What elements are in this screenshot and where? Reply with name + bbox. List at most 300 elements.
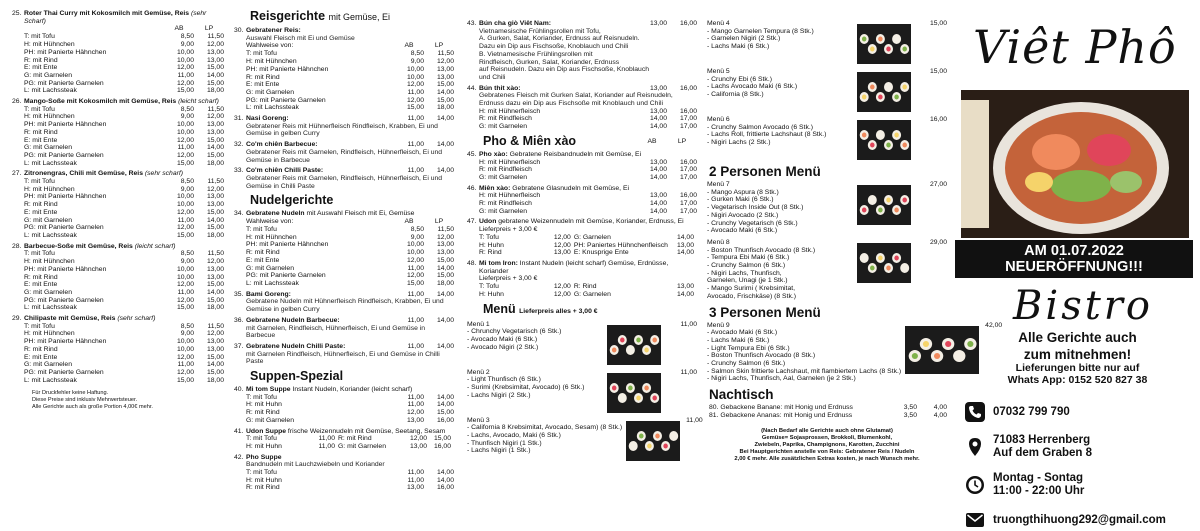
dish-title: Barbecue-Soße mit Gemüse, Reis <box>24 242 133 250</box>
dish-header <box>467 20 697 28</box>
contact-phone[interactable] <box>965 402 1200 422</box>
option-price-lp: 13,00 <box>436 249 454 257</box>
option-price-ab: 10,00 <box>176 265 194 273</box>
menu-item: - California (8 Stk.) <box>707 91 764 99</box>
grid-cell: H: mit Huhn <box>246 442 282 450</box>
info-note: Gemüse= Sojasprossen, Brokkoli, Blumenkohl, <box>761 434 893 441</box>
menu-item: - Mango Garnelen Tempura (8 Stk.) <box>707 27 814 35</box>
option-price-ab: 11,00 <box>407 476 424 484</box>
dish-header <box>234 210 454 218</box>
option-price-ab: 8,50 <box>180 250 194 258</box>
menu-item: - Surimi (Krebsimitat, Avocado) (6 Stk.) <box>467 383 585 391</box>
option-price-lp: 11,50 <box>207 178 224 186</box>
column-curry <box>12 0 224 531</box>
option-price-ab: 10,00 <box>176 338 194 346</box>
option-price-ab: 14,00 <box>649 200 667 208</box>
menu-set <box>707 321 1003 384</box>
price-row <box>12 106 224 114</box>
dish-prices <box>394 343 454 351</box>
option-price-ab: 10,00 <box>176 201 194 209</box>
brand-logo: Viêt Phô <box>973 20 1177 74</box>
dish-item <box>467 218 697 257</box>
option-price-ab: 9,00 <box>410 233 424 241</box>
option-price-lp: 13,00 <box>206 121 224 129</box>
dish-description: gebratene Weizennudeln mit Gemüse, Koriander, Erdnuss, Ei <box>498 218 684 226</box>
option-price-ab: 15,00 <box>406 104 424 112</box>
option-price-ab: 10,00 <box>176 121 194 129</box>
grid-cell: 14,00 <box>676 233 694 241</box>
dish-item <box>234 291 454 314</box>
dish-name <box>24 243 224 251</box>
dish-header <box>234 317 454 325</box>
option-price-lp: 14,00 <box>206 216 224 224</box>
price-row <box>12 80 224 88</box>
option-price-ab: 14,00 <box>649 173 667 181</box>
option-price-lp: 17,00 <box>679 123 697 131</box>
option-price-lp: 15,00 <box>436 256 454 264</box>
option-price-ab: 11,00 <box>407 393 424 401</box>
menu-price: 15,00 <box>929 68 947 75</box>
option-price-ab: 13,00 <box>406 416 424 424</box>
dish-title: Zitronengras, Chili mit Gemüse, Reis <box>24 170 143 178</box>
dish-number: 31. <box>234 115 244 123</box>
grid-cell: 12,00 <box>553 241 571 249</box>
price-row <box>467 166 697 174</box>
option-price-lp: 14,00 <box>436 264 454 272</box>
info-note: Bei Hauptgerichten anstelle von Reis: Gebratener Reis / Nudeln <box>739 448 915 455</box>
menu-contents <box>707 181 853 235</box>
sushi-image <box>607 325 661 365</box>
dish-number: 48. <box>467 259 477 267</box>
phone-number: 07032 799 790 <box>993 405 1070 418</box>
menu-item: - Lachs, Avocado, Maki (6 Stk.) <box>467 431 561 439</box>
dish-header <box>12 315 224 323</box>
menu-item: - Crunchy Salmon Avocado (6 Stk.) <box>707 123 814 131</box>
option-price-ab: 11,00 <box>407 401 424 409</box>
dish-item <box>234 210 454 287</box>
price-row <box>12 377 224 385</box>
dish-header <box>234 291 454 299</box>
menu-item: - Chrunchy Vegetarisch (6 Stk.) <box>467 328 562 336</box>
option-label: H: mit Hühnerfleisch <box>479 158 541 166</box>
option-price-lp: 17,00 <box>679 207 697 215</box>
menu-set <box>707 20 947 64</box>
option-price-ab: 11,00 <box>177 361 194 369</box>
dish-number: 27. <box>12 170 22 178</box>
price-row <box>12 49 224 57</box>
grid-cell: 11,00 <box>318 435 335 443</box>
two-person-title: 2 Personen Menü <box>709 164 821 179</box>
price-ab: 11,00 <box>407 115 424 123</box>
option-price-ab: 15,00 <box>176 304 194 312</box>
price-row <box>12 129 224 137</box>
option-label: H: mit Huhn <box>246 401 282 409</box>
price-row <box>467 192 697 200</box>
bistro-title: Bistro <box>1013 283 1153 329</box>
menu-item: Garnelen, Unagi (je 1 Stk.) <box>707 277 788 285</box>
menu-item: - Nigiri Lachs (2 Stk.) <box>707 139 771 147</box>
option-label: G: mit Garnelen <box>24 216 72 224</box>
email-address: truongthihuong292@gmail.com <box>993 513 1166 526</box>
option-price-ab: 10,00 <box>406 65 424 73</box>
price-row <box>467 123 697 131</box>
option-price-ab: 14,00 <box>649 166 667 174</box>
dish-title: Udon Suppe <box>246 427 287 435</box>
option-label: PG: mit Panierte Garnelen <box>24 368 104 376</box>
price-row <box>234 417 454 425</box>
price-ab: 11,00 <box>407 167 424 175</box>
option-price-lp: 18,00 <box>206 87 224 95</box>
option-price-lp: 12,00 <box>206 185 224 193</box>
menu-item: - Avocado Maki (6 Stk.) <box>707 227 778 235</box>
option-label: T: mit Tofu <box>246 393 277 401</box>
grid-cell: PH: Paniertes Hühnchenfleisch <box>573 241 668 249</box>
option-label: R: mit Rindfleisch <box>479 115 532 123</box>
grid-cell: 13,00 <box>553 249 571 257</box>
grid-cell: 13,00 <box>409 442 427 450</box>
dish-number: 36. <box>234 316 244 324</box>
dish-number: 28. <box>12 242 22 250</box>
option-price-lp: 18,00 <box>206 231 224 239</box>
price-row <box>12 217 224 225</box>
option-price-ab: 10,00 <box>176 56 194 64</box>
option-price-lp: 16,00 <box>679 107 697 115</box>
menu-item: - Mango Aspura (8 Stk.) <box>707 188 779 196</box>
option-price-ab: 10,00 <box>406 73 424 81</box>
price-ab: 11,00 <box>407 342 424 350</box>
dish-item <box>234 343 454 366</box>
menu-item: - California 8 Krebsimitat, Avocado, Sesam) (8 Stk.) <box>467 424 623 432</box>
option-price-ab: 10,00 <box>176 345 194 353</box>
takeaway-line-2: zum mitnehmen! <box>1023 347 1132 362</box>
price-row <box>234 89 454 97</box>
grid-cell: T: Tofu <box>479 283 499 291</box>
dish-description: Gebratener Reis mit Garnelen, Rindfleisch, Hühnerfleisch, Ei und Gemüse in Chilli Paste <box>246 174 443 190</box>
column-sushi-menus <box>707 0 1003 531</box>
option-label: H: mit Hühnchen <box>246 58 297 66</box>
dessert-row <box>707 412 947 420</box>
dish-item <box>234 115 454 138</box>
dessert-name: 80. Gebackene Banane: mit Honig und Erdnuss <box>709 404 853 412</box>
dish-number: 43. <box>467 20 477 27</box>
dish-name <box>479 260 697 275</box>
menu-item: - Lachs Nigiri (2 Stk.) <box>467 391 531 399</box>
dish-name <box>246 317 394 325</box>
option-label: E: mit Ente <box>24 136 58 144</box>
dish-number: 33. <box>234 167 244 175</box>
option-price-ab: 15,00 <box>406 279 424 287</box>
option-label: G: mit Garnelen <box>24 361 72 369</box>
dish-name <box>246 141 394 149</box>
dish-title: Chilipaste mit Gemüse, Reis <box>24 315 116 323</box>
option-price-lp: 18,00 <box>436 279 454 287</box>
option-label: E: mit Ente <box>24 208 58 216</box>
price-row <box>12 338 224 346</box>
option-price-ab: 11,00 <box>407 469 424 477</box>
dish-name <box>246 386 454 394</box>
option-price-ab: 8,50 <box>410 226 424 234</box>
option-label: E: mit Ente <box>24 353 58 361</box>
option-label: E: mit Ente <box>24 281 58 289</box>
dessert-name: 81. Gebackene Ananas: mit Honig und Erdnuss <box>709 411 853 419</box>
dessert-price-ab: 3,50 <box>903 411 917 419</box>
option-label: R: mit Rind <box>24 345 58 353</box>
dish-number: 40. <box>234 386 244 394</box>
spice-note: (sehr scharf) <box>144 170 184 178</box>
dish-name <box>24 315 224 323</box>
price-row <box>234 58 454 66</box>
dish-prices <box>394 317 454 325</box>
option-price-lp: 15,00 <box>206 224 224 232</box>
option-price-lp: 15,00 <box>436 81 454 89</box>
spice-note: (leicht scharf) <box>178 98 219 106</box>
info-note: 2,00 € mehr. Alle zusätzlichen Extras kosten, je nach Wunsch mehr. <box>734 455 920 462</box>
price-row <box>234 81 454 89</box>
menu-item: - Nigiri Lachs, Thunfisch, Aal, Garnelen (je 2 Stk.) <box>707 375 856 383</box>
dish-number: 25. <box>12 10 22 17</box>
price-row <box>467 200 697 208</box>
dish-name <box>479 20 637 28</box>
suppen-section-title: Suppen-Spezial <box>250 369 344 384</box>
dish-item <box>234 454 454 493</box>
option-price-lp: 13,00 <box>436 65 454 73</box>
dish-description: Bandnudeln mit Lauchzwiebeln und Koriander <box>246 461 385 469</box>
column-bun-pho-menu <box>467 0 703 531</box>
price-row <box>12 297 224 305</box>
dish-description: Gebratenes Fleisch mit Gurken Salat, Koriander auf Reisnudeln, Erdnuss dazu ein Dip aus Fischsoße mit Knoblauch und Chili <box>479 92 673 108</box>
price-row <box>12 346 224 354</box>
address-line-1: 71083 Herrenberg <box>993 434 1091 446</box>
dish-description-line: auf Reisnudeln. Dazu ein Dip aus Fischsoße, Knoblauch <box>479 66 650 74</box>
option-label: H: mit Huhn <box>246 476 282 484</box>
option-price-lp: 13,00 <box>206 56 224 64</box>
dish-item <box>467 85 697 131</box>
dish-item <box>467 260 697 299</box>
dish-header <box>467 260 697 275</box>
opening-banner: AM 01.07.2022 NEUERÖFFNUNG!!! <box>955 240 1193 278</box>
price-row <box>234 469 454 477</box>
sushi-image <box>857 120 911 160</box>
price-row <box>12 186 224 194</box>
option-label: L: mit Lachssteak <box>246 279 299 287</box>
menu-contents <box>707 116 853 160</box>
dish-header <box>467 151 697 159</box>
price-row <box>12 224 224 232</box>
food-bowl-image <box>961 90 1189 238</box>
price-row <box>234 257 454 265</box>
dish-item <box>12 98 224 167</box>
spice-note: (sehr scharf) <box>117 315 156 323</box>
option-label: G: mit Garnelen <box>24 144 72 152</box>
dish-title: Roter Thai Curry mit Kokosmilch mit Gemüse, Reis <box>24 10 190 17</box>
dish-header <box>234 428 454 436</box>
dish-description: Gebratener Reis mit Garnelen, Rindfleisch, Hühnerfleisch, Ei und Gemüse in Barbecue <box>246 148 443 164</box>
option-price-lp: 15,00 <box>206 79 224 87</box>
option-price-ab: 10,00 <box>176 48 194 56</box>
price-row <box>12 361 224 369</box>
grid-cell: G: mit Garnelen <box>338 442 386 450</box>
option-price-lp: 15,00 <box>206 281 224 289</box>
option-price-ab: 12,00 <box>406 272 424 280</box>
column-reis-nudel-suppen <box>234 0 454 531</box>
option-grid-row <box>467 249 697 257</box>
delivery-surcharge: Lieferpreis + 3,00 € <box>479 226 538 234</box>
option-grid-row <box>467 242 697 250</box>
price-header-row <box>12 25 224 33</box>
dish-description: mit Garnelen Rindfleisch, Hühnerfleisch, Ei und Gemüse in Chilli Paste <box>246 350 440 366</box>
option-price-ab: 15,00 <box>176 159 194 167</box>
option-price-lp: 17,00 <box>679 200 697 208</box>
price-ab: 13,00 <box>649 84 667 92</box>
price-row <box>234 50 454 58</box>
grid-cell: H: Huhn <box>479 241 504 249</box>
price-row <box>12 178 224 186</box>
option-label: H: mit Hühnchen <box>24 258 75 266</box>
price-row <box>234 477 454 485</box>
price-row <box>234 401 454 409</box>
dish-number: 42. <box>234 453 244 461</box>
menu-contents <box>467 369 603 413</box>
price-row <box>12 369 224 377</box>
dish-name <box>479 85 637 93</box>
menu-item: - Crunchy Vegetarisch (6 Stk.) <box>707 219 798 227</box>
dish-prices <box>394 291 454 299</box>
dish-title: Mi tom Iron: <box>479 259 518 267</box>
contact-email[interactable] <box>965 510 1200 530</box>
price-row <box>12 64 224 72</box>
option-price-lp: 13,00 <box>206 201 224 209</box>
dish-name <box>246 291 394 299</box>
dish-name <box>246 454 454 462</box>
dish-number: 41. <box>234 427 244 435</box>
option-label: PH: mit Panierte Hähnchen <box>24 193 107 201</box>
option-price-lp: 15,00 <box>206 296 224 304</box>
menu-name: Menü 7 <box>707 181 730 188</box>
price-row <box>234 484 454 492</box>
option-price-lp: 13,00 <box>436 73 454 81</box>
option-label: G: mit Garnelen <box>479 173 527 181</box>
option-price-lp: 14,00 <box>436 469 454 477</box>
price-row <box>234 409 454 417</box>
dish-header <box>12 98 224 106</box>
price-row <box>12 33 224 41</box>
price-row <box>12 137 224 145</box>
price-row <box>467 115 697 123</box>
footnote-line: Alle Gerichte auch als große Portion 4,00€ mehr. <box>32 403 153 410</box>
menu-item: - Light Tempura Ebi (6 Stk.) <box>707 344 790 352</box>
price-row <box>12 72 224 80</box>
option-label: G: mit Garnelen <box>479 123 527 131</box>
dish-item <box>234 428 454 451</box>
price-row <box>234 241 454 249</box>
menu-item: - Avocado Maki (6 Stk.) <box>467 335 538 343</box>
menu-item: - Lachs Avocado Maki (6 Stk.) <box>707 83 798 91</box>
option-price-lp: 15,00 <box>436 96 454 104</box>
dish-number: 47. <box>467 218 477 226</box>
option-label: PG: mit Panierte Garnelen <box>24 296 104 304</box>
dish-title: Bún thit xào: <box>479 84 521 92</box>
option-price-ab: 12,00 <box>176 208 194 216</box>
option-price-ab: 12,00 <box>176 368 194 376</box>
grid-cell: T: Tofu <box>479 233 499 241</box>
price-row <box>12 87 224 95</box>
dessert-price-ab: 3,50 <box>903 404 917 412</box>
price-row <box>234 74 454 82</box>
menu-set <box>467 369 697 413</box>
option-grid-row <box>234 435 454 443</box>
grid-cell: 12,00 <box>553 283 571 291</box>
dish-description-line: Vietnamesische Frühlingsrollen mit Tofu, <box>479 27 601 35</box>
price-row <box>234 104 454 112</box>
option-price-ab: 9,00 <box>180 185 194 193</box>
option-price-lp: 13,00 <box>206 338 224 346</box>
sushi-image <box>857 185 911 225</box>
option-price-ab: 13,00 <box>406 484 424 492</box>
option-price-ab: 10,00 <box>176 193 194 201</box>
dish-prices <box>637 20 697 28</box>
dish-description-line: und Chili <box>479 73 506 81</box>
option-price-lp: 12,00 <box>436 58 454 66</box>
option-price-lp: 17,00 <box>679 115 697 123</box>
dish-description: Instant Nudeln, Koriander (leicht scharf) <box>292 386 413 394</box>
dish-title: Gebratener Reis: <box>246 27 301 34</box>
option-price-lp: 11,50 <box>207 105 224 113</box>
dish-description: Gebratene Reisbandnudeln mit Gemüse, Ei <box>509 150 642 158</box>
sushi-image <box>857 24 911 64</box>
hours-days: Montag - Sontag <box>993 472 1084 484</box>
menu-item: - Crunchy Ebi (6 Stk.) <box>707 75 772 83</box>
menu-price: 42,00 <box>985 321 1003 329</box>
dessert-price-lp: 4,00 <box>933 411 947 419</box>
price-lp: 14,00 <box>436 342 454 350</box>
option-price-lp: 18,00 <box>436 104 454 112</box>
grid-cell: 12,00 <box>553 290 571 298</box>
option-price-ab: 13,00 <box>649 158 667 166</box>
info-note: Zwiebeln, Paprika, Champignons, Karotten, Zucchini <box>754 441 900 448</box>
option-label: PH: mit Panierte Hähnchen <box>246 65 329 73</box>
menu-set <box>467 416 703 461</box>
menu-name: Menü 3 <box>467 416 490 424</box>
grid-cell: 16,00 <box>433 442 451 450</box>
menu-price: 15,00 <box>929 20 947 27</box>
info-note: (Nach Bedarf alle Gerichte auch ohne Glutamat) <box>761 427 893 434</box>
option-label: L: mit Lachssteak <box>24 87 77 95</box>
header-ab: AB <box>404 218 414 226</box>
option-price-lp: 13,00 <box>206 345 224 353</box>
option-label: PG: mit Panierte Garnelen <box>24 79 104 87</box>
dish-description: frische Weizennudeln mit Gemüse, Seetang, Sesam <box>287 427 446 435</box>
dish-description: Auswahl Fleisch mit Ei und Gemüse <box>246 34 355 42</box>
dish-item <box>234 317 454 340</box>
dish-item <box>12 243 224 312</box>
header-lp: LP <box>204 25 214 33</box>
option-label: R: mit Rindfleisch <box>479 200 532 208</box>
option-label: T: mit Tofu <box>246 469 277 477</box>
option-label: L: mit Lachssteak <box>24 304 77 312</box>
takeaway-line-1: Alle Gerichte auch <box>1018 330 1137 345</box>
dish-header <box>234 141 454 149</box>
price-ab: 13,00 <box>649 20 667 27</box>
option-price-lp: 13,00 <box>206 128 224 136</box>
option-price-lp: 16,00 <box>679 158 697 166</box>
option-label: PG: mit Panierte Garnelen <box>24 151 104 159</box>
option-price-lp: 15,00 <box>206 64 224 72</box>
dish-header <box>467 185 697 193</box>
option-label: PG: mit Panierte Garnelen <box>24 224 104 232</box>
spacer <box>24 25 164 33</box>
option-price-ab: 12,00 <box>176 79 194 87</box>
contact-address <box>965 434 1200 460</box>
